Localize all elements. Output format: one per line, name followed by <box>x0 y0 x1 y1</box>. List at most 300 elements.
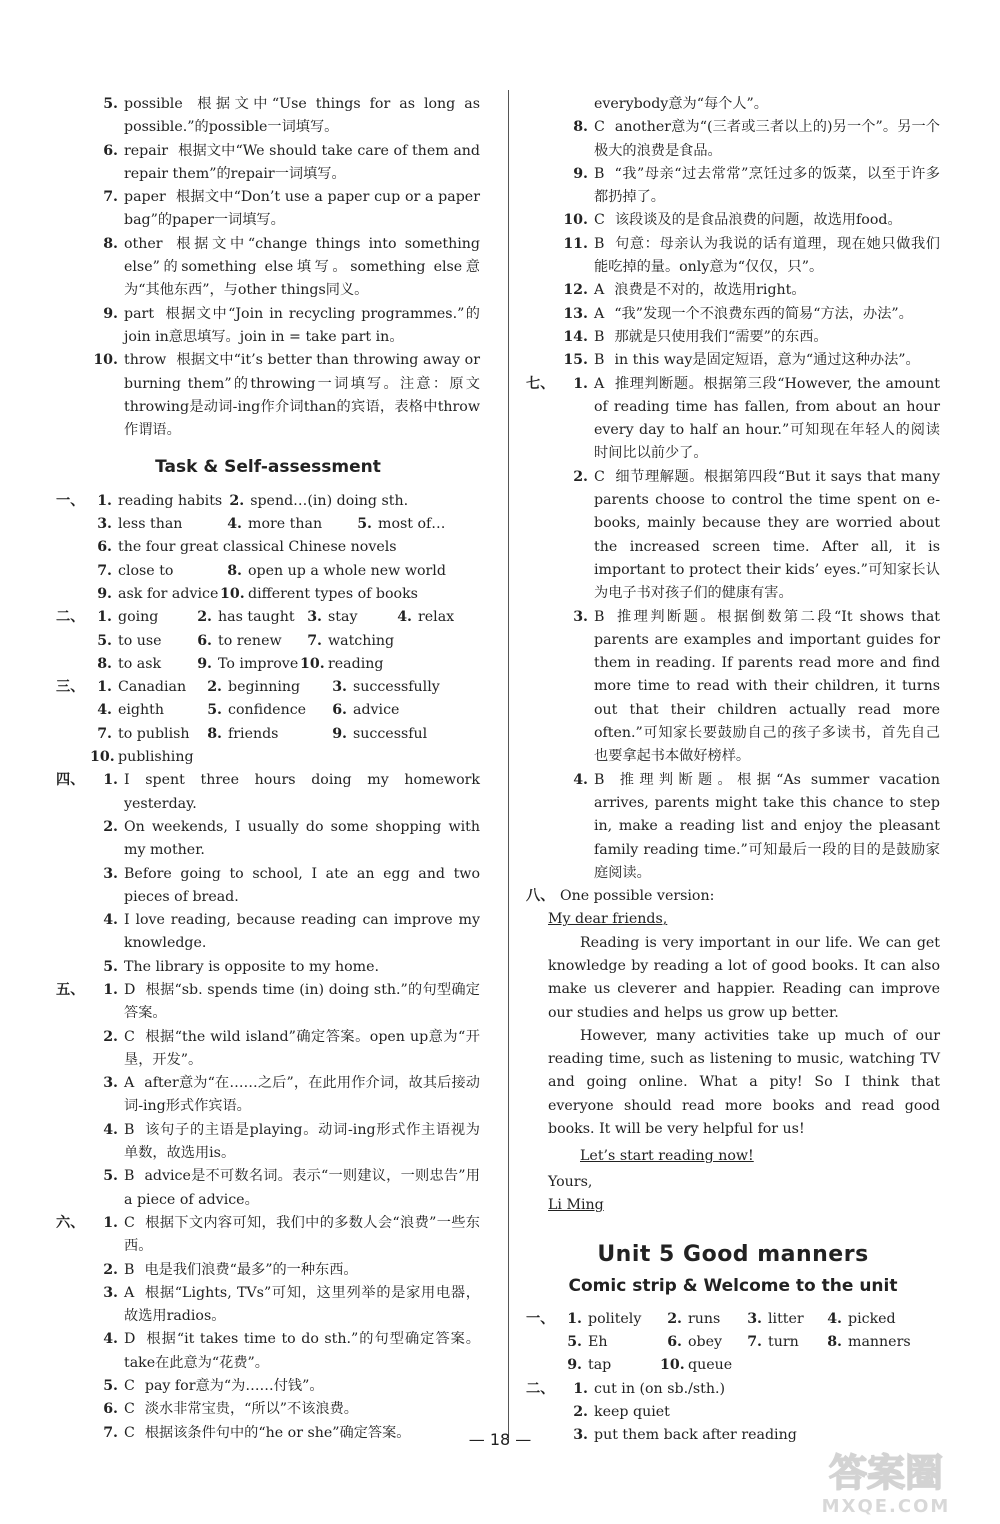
cell-number: 6. <box>197 632 212 649</box>
cell-number: 2. <box>207 679 222 696</box>
item-number: 2. <box>573 1404 588 1421</box>
cell-text: to use <box>118 632 162 649</box>
column-divider <box>508 90 509 1440</box>
item-explanation: 根据“sb. spends time (in) doing sth.”的句型确定答案。 <box>124 981 480 1022</box>
item-number: 5. <box>103 96 118 112</box>
answer-item <box>56 909 480 956</box>
item-explanation: cut in (on sb./sth.) <box>594 1380 726 1397</box>
answer-row <box>56 630 480 653</box>
answer-cell <box>325 699 455 722</box>
item-text <box>594 303 940 326</box>
answer-cell <box>222 490 408 513</box>
answer-item <box>56 956 480 979</box>
cell-number: 5. <box>357 516 372 533</box>
item-number: 5. <box>103 958 118 975</box>
answer-cell <box>90 490 222 513</box>
cell-text: the four great classical Chinese novels <box>118 539 397 556</box>
cell-text: most of… <box>378 516 446 533</box>
item-answer: part <box>124 305 155 322</box>
answer-item <box>56 1212 480 1259</box>
section-heading-comic: Comic strip & Welcome to the unit <box>568 1275 898 1296</box>
item-text <box>124 956 480 979</box>
item-number: 4. <box>103 1121 118 1138</box>
cell-text: beginning <box>228 679 301 696</box>
answer-cell <box>220 513 350 536</box>
cell-text: to renew <box>218 632 282 649</box>
item-explanation: Before going to school, I ate an egg and two pieces of bread. <box>124 865 480 905</box>
item-explanation: 电是我们浪费“最多”的一种东西。 <box>144 1261 358 1278</box>
cell-text: litter <box>768 1310 804 1327</box>
item-number: 2. <box>103 1261 118 1278</box>
item-text <box>124 1072 480 1119</box>
answer-item <box>56 303 480 350</box>
answer-cell <box>740 1308 820 1331</box>
answer-cell <box>560 1354 660 1377</box>
cell-number: 2. <box>197 609 212 626</box>
item-text <box>594 279 940 302</box>
item-explanation: The library is opposite to my home. <box>124 958 379 975</box>
cell-text: spend…(in) doing sth. <box>250 492 409 509</box>
cell-number: 8. <box>207 725 222 742</box>
answer-row <box>56 699 480 722</box>
section-heading-task: Task & Self-assessment <box>155 457 381 478</box>
cell-text: ask for advice <box>118 585 219 602</box>
item-text <box>124 1259 480 1282</box>
item-number: 9. <box>103 305 118 322</box>
cell-text: less than <box>118 516 183 533</box>
cell-number: 3. <box>332 679 347 696</box>
item-number: 2. <box>573 468 588 485</box>
item-answer: B <box>594 165 605 182</box>
answer-cell <box>660 1331 740 1354</box>
answer-cell <box>325 723 455 746</box>
answer-row <box>56 583 480 606</box>
item-number: 3. <box>573 608 588 625</box>
cell-text: friends <box>228 725 279 742</box>
watermark-url: MXQE.COM <box>821 1496 951 1517</box>
answer-row <box>526 1354 940 1377</box>
cell-text: confidence <box>228 702 307 719</box>
answer-cell <box>90 699 200 722</box>
item-explanation: 浪费是不对的，故选用right。 <box>614 282 806 299</box>
item-number: 14. <box>563 328 588 345</box>
item-explanation: another意为“(三者或三者以上的)另一个”。另一个极大的浪费是食品。 <box>594 119 940 159</box>
item-answer: A <box>594 375 605 392</box>
item-explanation: “我”母亲“过去常常”烹饪过多的饭菜，以至于许多都扔掉了。 <box>594 165 940 206</box>
section-label: 五、 <box>56 981 85 998</box>
answer-row <box>56 490 480 513</box>
cell-text: stay <box>328 609 358 626</box>
item-number: 4. <box>573 771 588 788</box>
answer-item <box>56 1259 480 1282</box>
cell-number: 9. <box>332 725 347 742</box>
answer-cell <box>90 606 190 629</box>
item-explanation: 推理判断题。根据“As summer vacation arrives, parents might take this chance to step in, make a reading list and enjoy the pleasant family reading time.”可知最后一段的目的是鼓励家庭阅读。 <box>594 771 940 881</box>
writing-section <box>526 885 940 908</box>
item-answer: B <box>594 328 605 345</box>
answer-cell <box>300 653 390 676</box>
item-number: 7. <box>103 1424 118 1441</box>
answer-cell <box>325 676 455 699</box>
item-answer: C <box>594 212 605 229</box>
answer-item <box>56 769 480 816</box>
item-explanation: 根据文中“Join in recycling programmes.”的join in意思填写。join in = take part in。 <box>124 305 480 345</box>
answer-item <box>526 769 940 885</box>
item-number: 2. <box>103 818 118 835</box>
answer-item <box>526 1401 940 1424</box>
item-text <box>124 769 480 816</box>
item-answer: C <box>124 1424 135 1441</box>
answer-row <box>56 536 480 559</box>
item-number: 13. <box>563 305 588 322</box>
cell-text: publishing <box>118 749 194 766</box>
answer-cell <box>200 699 325 722</box>
sample-essay <box>526 908 940 1217</box>
item-explanation: 根据文中“We should take care of them and repair them”的repair一词填写。 <box>124 142 480 182</box>
essay-greeting: My dear friends, <box>548 911 668 928</box>
item-explanation: after意为“在……之后”，在此用作介词，故其后接动词-ing形式作宾语。 <box>124 1075 480 1115</box>
answer-cell <box>660 1354 740 1377</box>
answer-cell <box>190 606 300 629</box>
answer-cell <box>560 1308 660 1331</box>
answer-row <box>56 513 480 536</box>
item-explanation: everybody意为“每个人”。 <box>594 96 768 112</box>
answer-row <box>56 653 480 676</box>
cell-number: 6. <box>97 539 112 556</box>
answer-cell <box>190 630 300 653</box>
cell-number: 3. <box>747 1310 762 1327</box>
cell-number: 10. <box>660 1357 685 1374</box>
cell-number: 7. <box>97 725 112 742</box>
answer-cell <box>220 583 418 606</box>
item-answer: B <box>594 608 605 625</box>
answer-row <box>56 676 480 699</box>
section-label: 一、 <box>526 1310 555 1327</box>
item-text <box>594 373 940 466</box>
cell-text: going <box>118 609 159 626</box>
cell-text: queue <box>688 1357 733 1374</box>
answer-cell <box>90 560 220 583</box>
answer-cell <box>300 630 394 653</box>
item-number: 15. <box>563 352 588 369</box>
answer-cell <box>90 536 397 559</box>
cell-number: 6. <box>332 702 347 719</box>
answer-cells <box>560 1308 940 1331</box>
answer-cells <box>90 490 480 513</box>
answer-cell <box>300 606 390 629</box>
item-answer: throw <box>124 352 167 369</box>
section-label: 一、 <box>56 492 85 509</box>
item-explanation: 那就是只使用我们“需要”的东西。 <box>614 328 828 345</box>
item-explanation: 该句子的主语是playing。动词-ing形式作主语视为单数，故选用is。 <box>124 1121 480 1162</box>
cell-text: To improve <box>218 655 299 672</box>
answer-cell <box>90 746 200 769</box>
item-text <box>124 1398 480 1421</box>
item-text <box>124 1328 480 1375</box>
item-answer: B <box>124 1168 135 1185</box>
item-number: 1. <box>103 1214 118 1231</box>
cell-number: 8. <box>827 1334 842 1351</box>
item-answer: A <box>124 1284 135 1301</box>
item-answer: possible <box>124 96 183 112</box>
answer-cells <box>90 699 480 722</box>
cell-text: has taught <box>218 609 295 626</box>
answer-row <box>526 1331 940 1354</box>
cell-number: 10. <box>300 655 325 672</box>
cell-text: tap <box>588 1357 612 1374</box>
answer-cell <box>740 1331 820 1354</box>
answer-cell <box>90 513 220 536</box>
answer-cell <box>820 1331 911 1354</box>
item-text <box>124 909 480 956</box>
item-number: 5. <box>103 1378 118 1395</box>
section-label: 六、 <box>56 1214 85 1231</box>
item-text <box>594 606 940 769</box>
answer-cell <box>200 676 325 699</box>
item-answer: B <box>124 1261 135 1278</box>
item-number: 6. <box>103 142 118 159</box>
answer-item <box>56 349 480 442</box>
cell-number: 3. <box>307 609 322 626</box>
item-text <box>124 349 480 442</box>
answer-item <box>526 233 940 280</box>
item-answer: other <box>124 235 163 252</box>
answer-item <box>526 279 940 302</box>
cell-number: 3. <box>97 516 112 533</box>
answer-item <box>56 233 480 303</box>
answer-cells <box>90 536 480 559</box>
item-explanation: 根据“the wild island”确定答案。open up意为“开垦，开发”。 <box>124 1028 480 1068</box>
item-explanation: “我”发现一个不浪费东西的简易“方法，办法”。 <box>614 305 913 322</box>
watermark-logo <box>786 1442 986 1518</box>
item-text <box>594 349 940 372</box>
essay-signature: Li Ming <box>548 1196 604 1213</box>
answer-cell <box>820 1308 910 1331</box>
item-text <box>594 163 940 210</box>
item-answer: repair <box>124 142 169 159</box>
item-number: 12. <box>563 282 588 299</box>
answer-cell <box>90 723 200 746</box>
cell-text: manners <box>848 1334 911 1351</box>
cell-number: 4. <box>227 516 242 533</box>
answer-item <box>526 349 940 372</box>
section-label: 四、 <box>56 772 85 789</box>
item-text <box>594 209 940 232</box>
item-explanation: 细节理解题。根据第四段“But it says that many parents choose to control the time spent on e-books, mainly because they are worried about the increased screen time. After all, it is important to protect their kids’ eyes.”可知家长认为电子书对孩子们的健康有害。 <box>594 468 940 602</box>
answer-item <box>56 816 480 863</box>
item-text <box>594 116 940 163</box>
item-number: 1. <box>103 772 118 789</box>
item-explanation: I love reading, because reading can improve my knowledge. <box>124 912 480 952</box>
cell-number: 7. <box>97 562 112 579</box>
item-text <box>124 1375 480 1398</box>
answer-cell <box>660 1308 740 1331</box>
answer-item <box>56 1375 480 1398</box>
item-explanation: 根据该条件句中的“he or she”确定答案。 <box>144 1424 411 1441</box>
answer-cell <box>350 513 460 536</box>
item-text <box>124 1026 480 1073</box>
item-text <box>124 233 480 303</box>
item-answer: A <box>124 1075 135 1092</box>
cell-text: politely <box>588 1310 642 1327</box>
answer-item <box>56 140 480 187</box>
item-explanation: 根据下文内容可知，我们中的多数人会“浪费”一些东西。 <box>124 1214 480 1255</box>
item-text <box>124 140 480 187</box>
answer-cell <box>90 630 190 653</box>
item-explanation: keep quiet <box>594 1404 670 1421</box>
answer-cell <box>90 676 200 699</box>
answer-cells <box>560 1331 940 1354</box>
answer-row <box>56 723 480 746</box>
cell-number: 4. <box>97 702 112 719</box>
writing-intro: One possible version: <box>560 888 715 905</box>
answer-item <box>526 326 940 349</box>
answer-item <box>526 303 940 326</box>
answer-cells <box>90 746 480 769</box>
item-answer: D <box>124 1331 136 1348</box>
item-number: 3. <box>573 1427 588 1444</box>
cell-number: 4. <box>827 1310 842 1327</box>
item-number: 10. <box>93 352 118 369</box>
item-text <box>124 186 480 233</box>
item-explanation: 根据“it takes time to do sth.”的句型确定答案。take在此意为“花费”。 <box>124 1331 480 1371</box>
cell-number: 2. <box>229 492 245 509</box>
answer-item <box>56 186 480 233</box>
item-explanation: 根据文中“Don’t use a paper cup or a paper bag”的paper一词填写。 <box>124 189 480 229</box>
cell-number: 1. <box>97 609 112 626</box>
cell-number: 9. <box>567 1357 582 1374</box>
essay-paragraph: However, many activities take up much of our reading time, such as listening to music, watching TV and going online. What a pity! So I think that everyone should read more books and read good books. It will be very helpful for us! <box>548 1027 940 1138</box>
answer-cell <box>90 653 190 676</box>
item-text <box>594 233 940 280</box>
item-answer: A <box>594 305 605 322</box>
essay-closing: Let’s start reading now! <box>580 1148 754 1165</box>
item-answer: B <box>594 352 605 369</box>
answer-cell <box>90 583 220 606</box>
answer-item <box>526 209 940 232</box>
item-explanation: 根据文中“change things into something else”的something else填写。something else意为“其他东西”，与other things同义。 <box>124 235 480 299</box>
item-explanation: in this way是固定短语，意为“通过这种办法”。 <box>614 352 920 369</box>
cell-number: 10. <box>220 585 245 602</box>
item-number: 3. <box>103 865 118 882</box>
item-text <box>594 326 940 349</box>
answer-cell <box>190 653 300 676</box>
item-number: 8. <box>573 119 588 136</box>
cell-text: advice <box>353 702 400 719</box>
cell-number: 8. <box>97 655 112 672</box>
item-answer: B <box>124 1121 135 1138</box>
item-answer: A <box>594 282 605 299</box>
answer-row <box>56 606 480 629</box>
cell-text: Canadian <box>118 679 187 696</box>
item-text <box>124 1212 480 1259</box>
item-number: 9. <box>573 165 588 182</box>
answer-item <box>56 1119 480 1166</box>
answer-item <box>56 979 480 1026</box>
item-text <box>124 1282 480 1329</box>
item-text <box>594 466 940 606</box>
answer-cell <box>200 723 325 746</box>
answer-item <box>526 466 940 606</box>
answer-item <box>56 1328 480 1375</box>
cell-text: picked <box>848 1310 896 1327</box>
cell-text: runs <box>688 1310 721 1327</box>
answer-cells <box>90 723 480 746</box>
item-explanation: 根据文中“it’s better than throwing away or burning them”的throwing一词填写。注意：原文throwing是动词-ing作介词than的宾语，表格中throw作谓语。 <box>124 352 480 439</box>
answer-item <box>526 163 940 210</box>
item-explanation: put them back after reading <box>594 1427 797 1444</box>
cell-number: 6. <box>667 1334 682 1351</box>
answer-row <box>56 560 480 583</box>
item-number: 3. <box>103 1075 118 1092</box>
item-explanation: 推理判断题。根据第三段“However, the amount of reading time has fallen, from about an hour every day to half an hour.”可知现在年轻人的阅读时间比以前少了。 <box>594 375 940 462</box>
cell-text: relax <box>418 609 455 626</box>
item-answer: paper <box>124 189 166 206</box>
cell-number: 9. <box>97 585 112 602</box>
answer-cells <box>560 1354 940 1377</box>
item-answer: C <box>124 1214 135 1231</box>
item-explanation: 推理判断题。根据倒数第二段“It shows that parents are examples and important guides for them in reading. If parents read more and find more time to read with their children, it turns out that their children actually read more often.”可知家长要鼓励自己的孩子多读书，首先自己也要拿起书本做好榜样。 <box>594 608 940 765</box>
item-number: 3. <box>103 1284 118 1301</box>
item-answer: B <box>594 235 605 252</box>
cell-text: more than <box>248 516 323 533</box>
cell-number: 9. <box>197 655 212 672</box>
cell-number: 5. <box>567 1334 582 1351</box>
watermark-text: 答案圈 <box>828 1451 944 1495</box>
answer-item <box>526 373 940 466</box>
cell-number: 10. <box>90 749 115 766</box>
cell-number: 2. <box>667 1310 682 1327</box>
section-label: 七、 <box>526 375 555 392</box>
cell-text: successfully <box>353 679 440 696</box>
answer-item <box>56 1072 480 1119</box>
item-answer: D <box>124 981 136 998</box>
right-column <box>526 93 940 1448</box>
item-explanation: 根据“Lights, TVs”可知，这里列举的是家用电器，故选用radios。 <box>124 1284 480 1325</box>
cell-number: 4. <box>397 609 412 626</box>
item-explanation: advice是不可数名词。表示“一则建议，一则忠告”用a piece of advice。 <box>124 1168 480 1208</box>
answer-cell <box>220 560 446 583</box>
answer-row <box>56 746 480 769</box>
answer-cells <box>90 606 480 629</box>
item-text <box>124 1165 480 1212</box>
cell-text: to ask <box>118 655 162 672</box>
answer-cells <box>90 513 480 536</box>
section-label: 二、 <box>56 609 85 626</box>
item-answer: C <box>124 1401 135 1418</box>
cell-number: 7. <box>747 1334 762 1351</box>
item-answer: C <box>594 119 605 136</box>
cell-text: different types of books <box>248 585 418 602</box>
item-explanation: 淡水非常宝贵，“所以”不该浪费。 <box>144 1401 358 1418</box>
cell-text: close to <box>118 562 174 579</box>
item-text <box>124 303 480 350</box>
answer-cells <box>90 653 480 676</box>
cell-number: 5. <box>97 632 112 649</box>
answer-cells <box>90 676 480 699</box>
left-column <box>56 93 480 1445</box>
item-explanation: On weekends, I usually do some shopping with my mother. <box>124 818 480 859</box>
section-label: 三、 <box>56 679 85 696</box>
item-text <box>124 979 480 1026</box>
item-text <box>594 1401 940 1424</box>
answer-cells <box>90 560 480 583</box>
item-explanation: pay for意为“为……付钱”。 <box>144 1378 324 1395</box>
cell-text: watching <box>328 632 395 649</box>
cell-number: 1. <box>97 492 112 509</box>
item-number: 6. <box>103 1401 118 1418</box>
page-number: — 18 — <box>468 1430 532 1449</box>
